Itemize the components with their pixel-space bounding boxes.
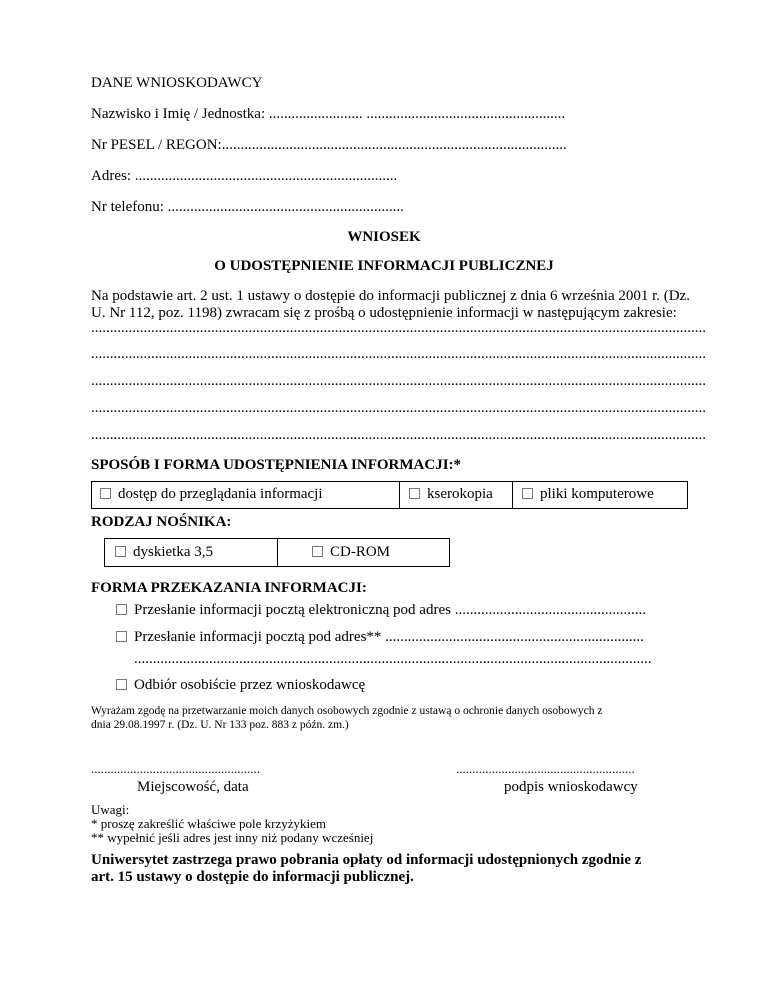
delivery-post-address-line[interactable]: ..........................................................................................................................................: [134, 651, 652, 667]
document-subtitle: O UDOSTĘPNIENIE INFORMACJI PUBLICZNEJ: [214, 258, 554, 274]
scope-line[interactable]: ....................................................................................................................................................................: [91, 346, 706, 362]
notes-heading: Uwagi:: [91, 802, 130, 817]
checkbox-icon[interactable]: [100, 488, 111, 499]
document-title: WNIOSEK: [347, 229, 421, 245]
pesel-field[interactable]: Nr PESEL / REGON:............................................................................................: [91, 137, 567, 153]
option-photocopy[interactable]: [400, 482, 513, 508]
checkbox-icon[interactable]: [116, 604, 127, 615]
delivery-email-label: Przesłanie informacji pocztą elektroniczną pod adres ...................................................: [134, 602, 646, 618]
intro-line-2: U. Nr 112, poz. 1198) zwracam się z prośbą o udostępnienie informacji w następującym zakresie:: [91, 305, 677, 321]
consent-line-2: dnia 29.08.1997 r. (Dz. U. Nr 133 poz. 883 z późn. zm.): [91, 719, 349, 731]
intro-line-1: Na podstawie art. 2 ust. 1 ustawy o dostępie do informacji publicznej z dnia 6 września 2001 r. (Dz.: [91, 288, 691, 304]
note-1: * proszę zakreślić właściwe pole krzyżykiem: [91, 816, 326, 831]
delivery-pickup[interactable]: [116, 677, 365, 694]
checkbox-icon[interactable]: [409, 488, 420, 499]
option-files[interactable]: [513, 482, 689, 508]
signature-label: podpis wnioskodawcy: [504, 779, 638, 795]
medium-heading: RODZAJ NOŚNIKA:: [91, 514, 232, 530]
checkbox-icon[interactable]: [312, 546, 323, 557]
note-2: ** wypełnić jeśli adres jest inny niż podany wcześniej: [91, 830, 374, 845]
option-cdrom-label: CD-ROM: [330, 544, 391, 560]
consent-line-1: Wyrażam zgodę na przetwarzanie moich danych osobowych zgodnie z ustawą o ochronie danych osobowych z: [91, 705, 603, 717]
checkbox-icon[interactable]: [115, 546, 126, 557]
address-field[interactable]: Adres: ......................................................................: [91, 168, 398, 184]
scope-line[interactable]: ....................................................................................................................................................................: [91, 373, 706, 389]
option-cdrom[interactable]: [278, 539, 451, 566]
option-browse-label: dostęp do przeglądania informacji: [118, 486, 323, 502]
scope-line[interactable]: ....................................................................................................................................................................: [91, 320, 706, 336]
delivery-heading: FORMA PRZEKAZANIA INFORMACJI:: [91, 580, 367, 596]
applicant-heading: DANE WNIOSKODAWCY: [91, 75, 263, 91]
place-date-label: Miejscowość, data: [137, 779, 249, 795]
option-floppy[interactable]: [105, 539, 278, 566]
checkbox-icon[interactable]: [522, 488, 533, 499]
scope-line[interactable]: ....................................................................................................................................................................: [91, 400, 706, 416]
option-floppy-label: dyskietka 3,5: [133, 544, 213, 560]
delivery-post-label: Przesłanie informacji pocztą pod adres** .....................................................................: [134, 629, 644, 645]
option-browse[interactable]: [92, 482, 400, 508]
delivery-post[interactable]: [116, 629, 644, 646]
access-form-options: [91, 481, 688, 509]
disclaimer-line-1: Uniwersytet zastrzega prawo pobrania opłaty od informacji udostępnionych zgodnie z: [91, 852, 642, 868]
signature-line[interactable]: .......................................................: [456, 761, 635, 776]
place-date-line[interactable]: ....................................................: [91, 761, 260, 776]
scope-line[interactable]: ....................................................................................................................................................................: [91, 427, 706, 443]
access-form-heading: SPOSÓB I FORMA UDOSTĘPNIENIA INFORMACJI:*: [91, 457, 462, 473]
delivery-pickup-label: Odbiór osobiście przez wnioskodawcę: [134, 677, 366, 693]
medium-options: [104, 538, 450, 567]
checkbox-icon[interactable]: [116, 631, 127, 642]
checkbox-icon[interactable]: [116, 679, 127, 690]
disclaimer-line-2: art. 15 ustawy o dostępie do informacji publicznej.: [91, 869, 414, 885]
option-photocopy-label: kserokopia: [427, 486, 493, 502]
name-field[interactable]: Nazwisko i Imię / Jednostka: ......................... .....................................................: [91, 106, 566, 122]
delivery-email[interactable]: [116, 602, 646, 619]
option-files-label: pliki komputerowe: [540, 486, 654, 502]
phone-field[interactable]: Nr telefonu: ...............................................................: [91, 199, 404, 215]
